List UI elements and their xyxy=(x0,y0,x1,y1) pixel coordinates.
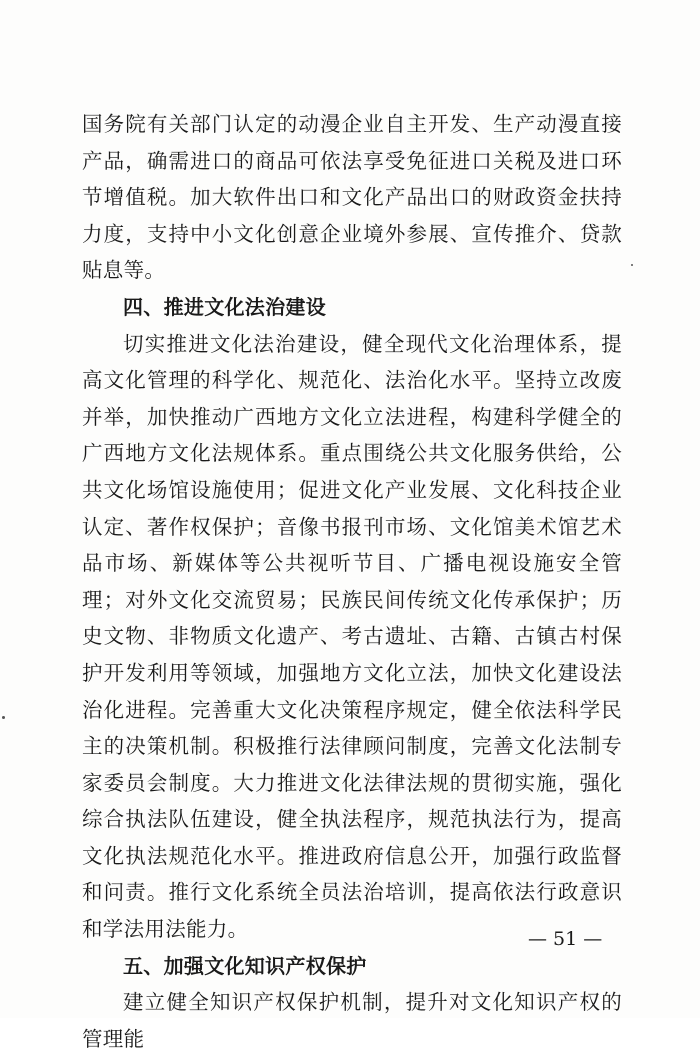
paragraph-section-4: 切实推进文化法治建设，健全现代文化治理体系，提高文化管理的科学化、规范化、法治化水平。坚持立改废并举，加快推动广西地方文化立法进程，构建科学健全的广西地方文化法规体系。重点围绕公共文化服务供给，公共文化场馆设施使用；促进文化产业发展、文化科技企业认定、著作权保护；音像书报刊市场、文化馆美术馆艺术品市场、新媒体等公共视听节目、广播电视设施安全管理；对外文化交流贸易；民族民间传统文化传承保护；历史文物、非物质文化遗产、考古遗址、古籍、古镇古村保护开发利用等领域，加强地方文化立法，加快文化建设法治化进程。完善重大文化决策程序规定，健全依法科学民主的决策机制。积极推行法律顾问制度，完善文化法制专家委员会制度。大力推进文化法律法规的贯彻实施，强化综合执法队伍建设，健全执法程序，规范执法行为，提高文化执法规范化水平。推进政府信息公开，加强行政监督和问责。推行文化系统全员法治培训，提高依法行政意识和学法用法能力。 xyxy=(82,331,622,942)
section-heading-4: 四、推进文化法治建设 xyxy=(123,294,326,319)
body-text xyxy=(82,106,622,1057)
paragraph-continued: 国务院有关部门认定的动漫企业自主开发、生产动漫直接产品，确需进口的商品可依法享受免征进口关税及进口环节增值税。加大软件出口和文化产品出口的财政资金扶持力度，支持中小文化创意企业境外参展、宣传推介、贷款贴息等。 xyxy=(82,112,622,283)
scan-speck xyxy=(2,716,5,719)
scan-speck xyxy=(631,264,633,266)
paragraph-section-5: 建立健全知识产权保护机制，提升对文化知识产权的管理能 xyxy=(82,990,622,1051)
section-heading-5: 五、加强文化知识产权保护 xyxy=(123,953,367,978)
page-number: — 51 — xyxy=(528,928,603,950)
